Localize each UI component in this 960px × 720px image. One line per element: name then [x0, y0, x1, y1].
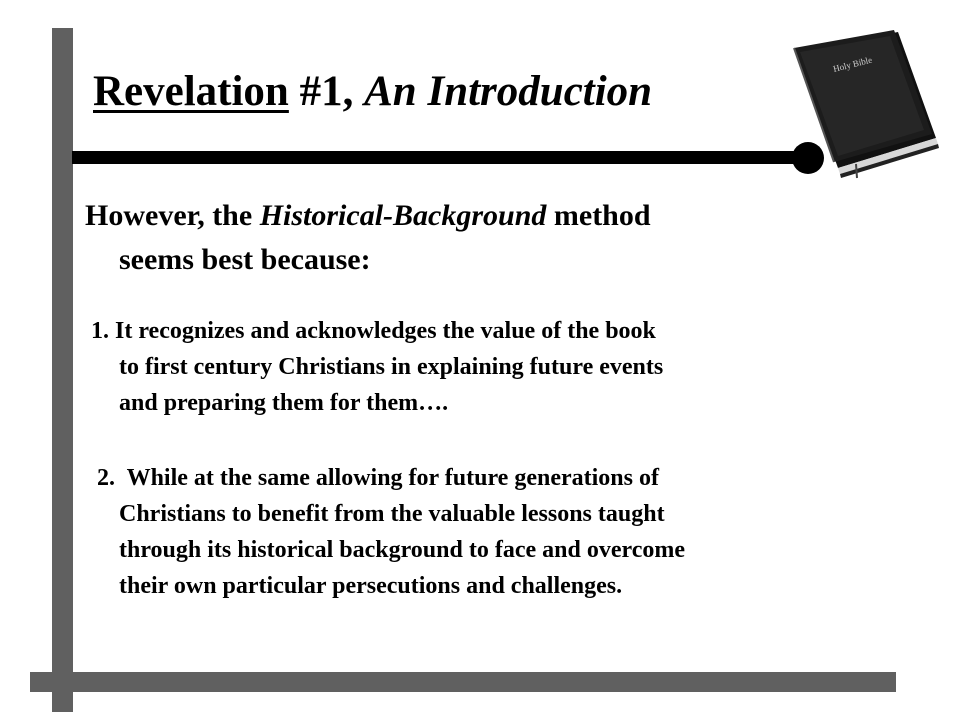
bible-cover-label: Holy Bible	[832, 54, 874, 74]
point-line: Christians to benefit from the valuable lessons taught	[119, 501, 665, 527]
lead-paragraph	[85, 194, 805, 282]
point-line: and preparing them for them….	[119, 390, 449, 416]
point-2	[91, 460, 685, 604]
point-line: to first century Christians in explaining future events	[119, 354, 664, 380]
slide-title	[93, 68, 652, 115]
title-rule-endcap	[792, 142, 824, 174]
lead-line-2: seems best because:	[119, 243, 371, 276]
title-rule	[72, 151, 812, 164]
point-line: 2. While at the same allowing for future generations of	[91, 465, 659, 491]
point-line: through its historical background to face and overcome	[119, 537, 686, 563]
point-1	[91, 313, 663, 421]
point-line: their own particular persecutions and challenges.	[119, 573, 623, 599]
lead-text: However, the	[85, 199, 260, 232]
method-name: Historical-Background	[259, 199, 547, 232]
lead-line-1	[85, 194, 805, 238]
title-subtitle: An Introduction	[364, 68, 653, 115]
lead-text: method	[546, 199, 651, 232]
frame-bottom-bar	[30, 672, 896, 692]
frame-vertical-bar	[52, 28, 73, 712]
point-line: 1. It recognizes and acknowledges the value of the book	[91, 318, 656, 344]
title-number: #1,	[288, 68, 365, 115]
title-underlined-word: Revelation	[93, 68, 289, 115]
